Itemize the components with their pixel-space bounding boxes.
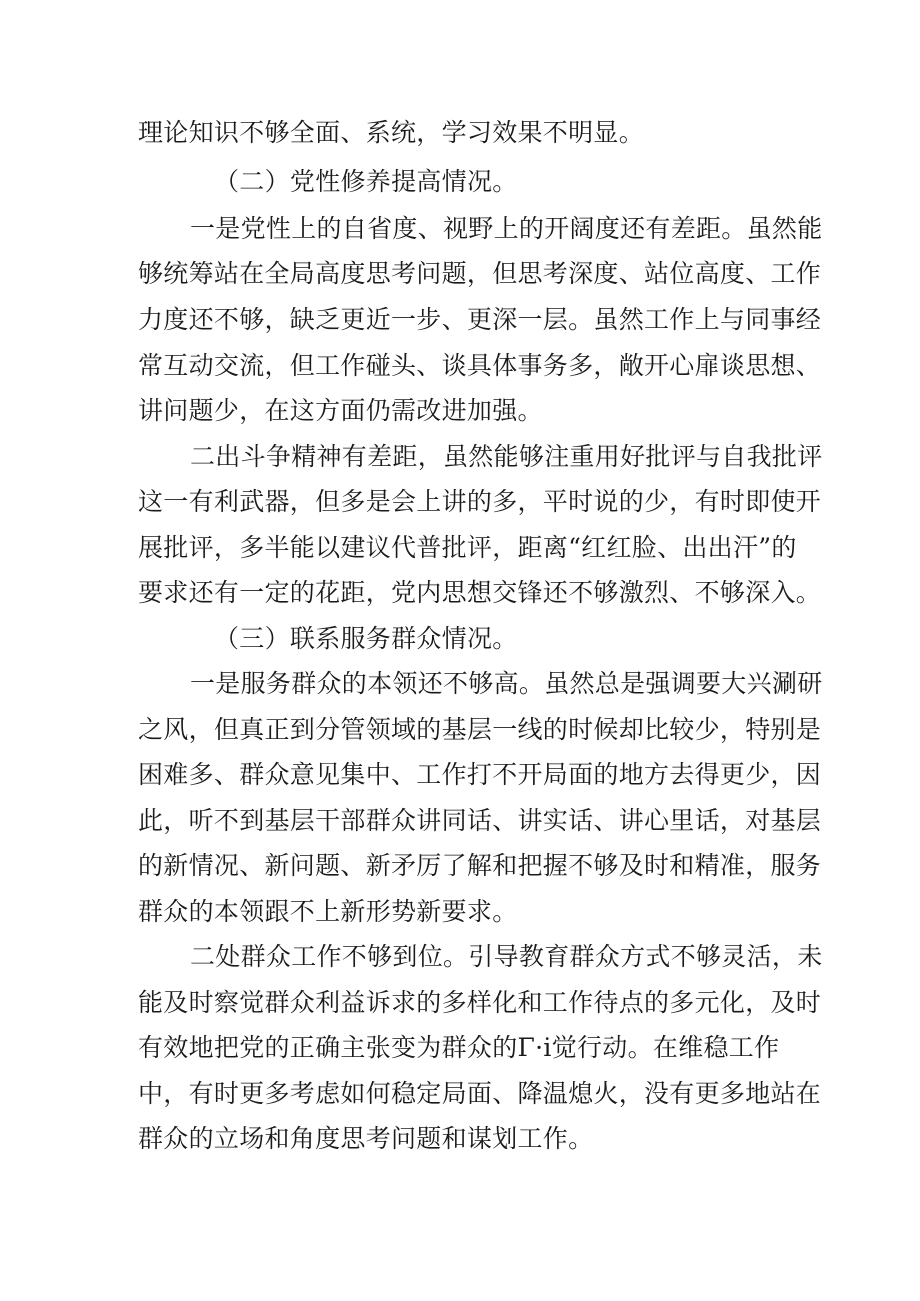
text-line: 中，有时更多考虑如何稳定局面、降温熄火，没有更多地站在 [138,1079,822,1108]
text-line: 之风，但真正到分管领域的基层一线的时候却比较少，特别是 [138,715,822,744]
text-line: 展批评，多半能以建议代普批评，距离“红红脸、出出汗”的 [138,533,797,562]
text-line: 困难多、群众意见集中、工作打不开局面的地方去得更少，因 [138,760,822,789]
text-line: 讲问题少，在这方面仍需改进加强。 [138,396,543,425]
section-heading: （二）党性修养提高情况。 [214,167,518,196]
text-line: 理论知识不够全面、系统，学习效果不明显。 [138,118,645,147]
text-line: 一是党性上的自省度、视野上的开阔度还有差距。虽然能 [190,214,823,243]
text-line: 群众的本领跟不上新形势新要求。 [138,897,518,926]
text-line: 群众的立场和角度思考问题和谋划工作。 [138,1124,594,1153]
text-line: 这一有利武器，但多是会上讲的多，平时说的少，有时即使开 [138,487,822,516]
text-line: 要求还有一定的花距，党内思想交锋还不够激烈、不够深入。 [138,578,822,607]
text-line: 能及时察觉群众利益诉求的多样化和工作待点的多元化，及时 [138,988,822,1017]
text-line: 够统筹站在全局高度思考问题，但思考深度、站位高度、工作 [138,259,822,288]
text-line: 有效地把党的正确主张变为群众的Γ·i觉行动。在维稳工作 [138,1033,780,1062]
section-heading: （三）联系服务群众情况。 [214,624,518,653]
text-line: 常互动交流，但工作碰头、谈具体事务多，敞开心扉谈思想、 [138,351,822,380]
text-line: 二出斗争精神有差距，虽然能够注重用好批评与自我批评 [190,442,823,471]
text-line: 二处群众工作不够到位。引导教育群众方式不够灵活，未 [190,942,823,971]
text-line: 此，听不到基层干部群众讲同话、讲实话、讲心里话，对基层 [138,806,822,835]
text-line: 的新情况、新问题、新矛厉了解和把握不够及时和精准，服务 [138,851,822,880]
text-line: 一是服务群众的本领还不够高。虽然总是强调要大兴涮研 [190,669,823,698]
text-line: 力度还不够，缺乏更近一步、更深一层。虽然工作上与同事经 [138,305,822,334]
